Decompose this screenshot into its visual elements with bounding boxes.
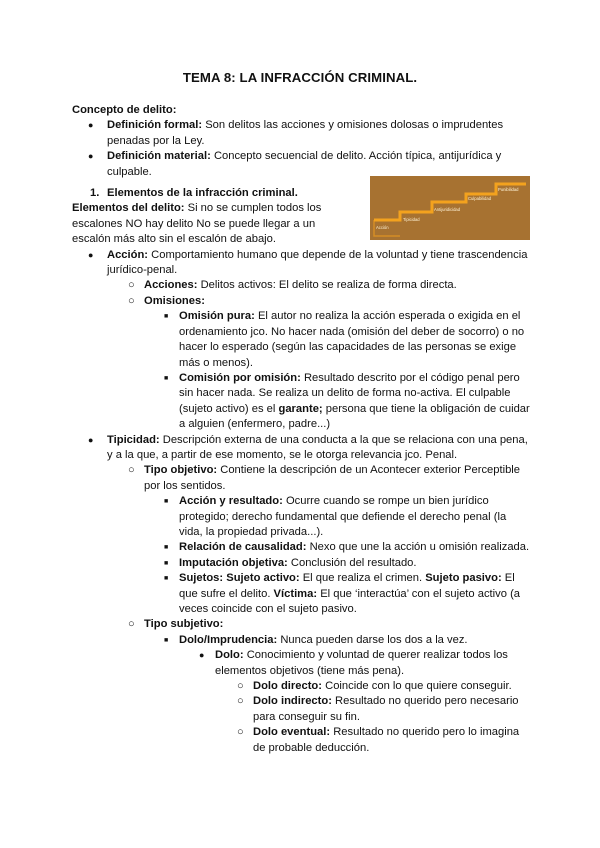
list-item-causalidad: ■ Relación de causalidad: Nexo que une la acción u omisión realizada. <box>72 540 532 555</box>
list-item-definicion-material: ● Definición material: Concepto secuencial de delito. Acción típica, antijurídica y culpable. <box>88 150 502 178</box>
step-label-2: Antijuridicidad <box>434 207 461 212</box>
list-item-tipo-subjetivo: ○ Tipo subjetivo: <box>72 617 532 632</box>
bullet-disc-icon: ● <box>88 249 94 260</box>
bullet-disc-icon: ● <box>88 151 94 162</box>
concepto-heading: Concepto de delito: <box>72 104 177 116</box>
step-label-1: Tipicidad <box>403 217 420 222</box>
bullet-circle-icon: ○ <box>237 680 244 693</box>
bullet-circle-icon: ○ <box>237 695 244 708</box>
list-item-comision-por-omision: ■ Comisión por omisión: Resultado descrito por el código penal pero sin hacer nada. Se realiza un delito de forma no-activa. El culpable (sujeto activo) es el garante; persona que tiene la obligación de cuidar a alguien (enfermero, padre...) <box>164 371 530 431</box>
bullet-circle-icon: ○ <box>128 294 135 307</box>
bullet-circle-icon: ○ <box>128 464 135 477</box>
bullet-circle-icon: ○ <box>128 279 135 292</box>
stairs-diagram-image <box>370 176 530 240</box>
list-item-accion: ● Acción: Comportamiento humano que depende de la voluntad y tiene trascendencia jurídico-penal. <box>88 248 528 277</box>
page-title: TEMA 8: LA INFRACCIÓN CRIMINAL. <box>182 70 418 85</box>
bullet-disc-icon: ● <box>88 434 94 445</box>
bullet-square-icon: ■ <box>164 374 169 382</box>
bullet-disc-icon: ● <box>199 650 205 661</box>
bullet-square-icon: ■ <box>164 636 169 644</box>
list-item-sujetos: ■ Sujetos: Sujeto activo: El que realiza el crimen. Sujeto pasivo: El que sufre el delito. Víctima: El que ‘interactúa’ con el sujeto activo (a veces coincide con el sujeto pasivo. <box>164 572 521 615</box>
bullet-circle-icon: ○ <box>237 726 244 739</box>
list-item-acciones: ○ Acciones: Delitos activos: El delito se realiza de forma directa. <box>72 278 532 293</box>
list-item-dolo-indirecto: ○ Dolo indirecto: Resultado no querido pero necesario para conseguir su fin. <box>237 695 519 723</box>
list-item-dolo-directo: ○ Dolo directo: Coincide con lo que quiere conseguir. <box>72 679 532 694</box>
list-item-dolo-eventual: ○ Dolo eventual: Resultado no querido pero lo imagina de probable deducción. <box>237 726 520 754</box>
step-label-0: Acción <box>376 225 389 230</box>
list-item-imputacion: ■ Imputación objetiva: Conclusión del resultado. <box>72 556 532 571</box>
list-item-definicion-formal: ● Definición formal: Son delitos las acciones y omisiones dolosas o imprudentes penadas por la Ley. <box>88 119 504 147</box>
bullet-disc-icon: ● <box>88 120 94 131</box>
step-label-3: Culpabilidad <box>468 196 492 201</box>
bullet-square-icon: ■ <box>164 313 169 321</box>
list-item-accion-resultado: ■ Acción y resultado: Ocurre cuando se rompe un bien jurídico protegido; derecho fundamental que defiende el derecho penal (la vida, la propiedad privada...). <box>164 495 507 538</box>
section-heading-elementos: 1. Elementos de la infracción criminal. <box>90 187 298 200</box>
bullet-square-icon: ■ <box>164 544 169 552</box>
bullet-circle-icon: ○ <box>128 618 135 631</box>
bullet-square-icon: ■ <box>164 575 169 583</box>
list-item-omisiones: ○ Omisiones: <box>72 294 532 309</box>
list-item-dolo: ● Dolo: Conocimiento y voluntad de querer realizar todos los elementos objetivos (tiene más pena). <box>199 649 508 677</box>
list-item-dolo-imprudencia: ■ Dolo/Imprudencia: Nunca pueden darse los dos a la vez. <box>72 633 532 648</box>
list-item-omision-pura: ■ Omisión pura: El autor no realiza la acción esperada o exigida en el ordenamiento jco. No hacer nada (omisión del deber de socorro) o no hacer lo esperado (según las capacidades de las personas se exige más o menos). <box>164 310 525 369</box>
elementos-paragraph: Elementos del delito: Si no se cumplen todos los escalones NO hay delito No se puede llegar a un escalón más alto sin el escalón de abajo. <box>72 202 322 246</box>
step-label-4: Punibilidad <box>498 187 519 192</box>
bullet-square-icon: ■ <box>164 559 169 567</box>
list-item-tipo-objetivo: ○ Tipo objetivo: Contiene la descripción de un Acontecer exterior Perceptible por los sentidos. <box>128 464 521 492</box>
list-item-tipicidad: ● Tipicidad: Descripción externa de una conducta a la que se relaciona con una pena, y a la que, a partir de ese momento, se le otorga relevancia jco. Penal. <box>88 433 528 461</box>
bullet-square-icon: ■ <box>164 498 169 506</box>
